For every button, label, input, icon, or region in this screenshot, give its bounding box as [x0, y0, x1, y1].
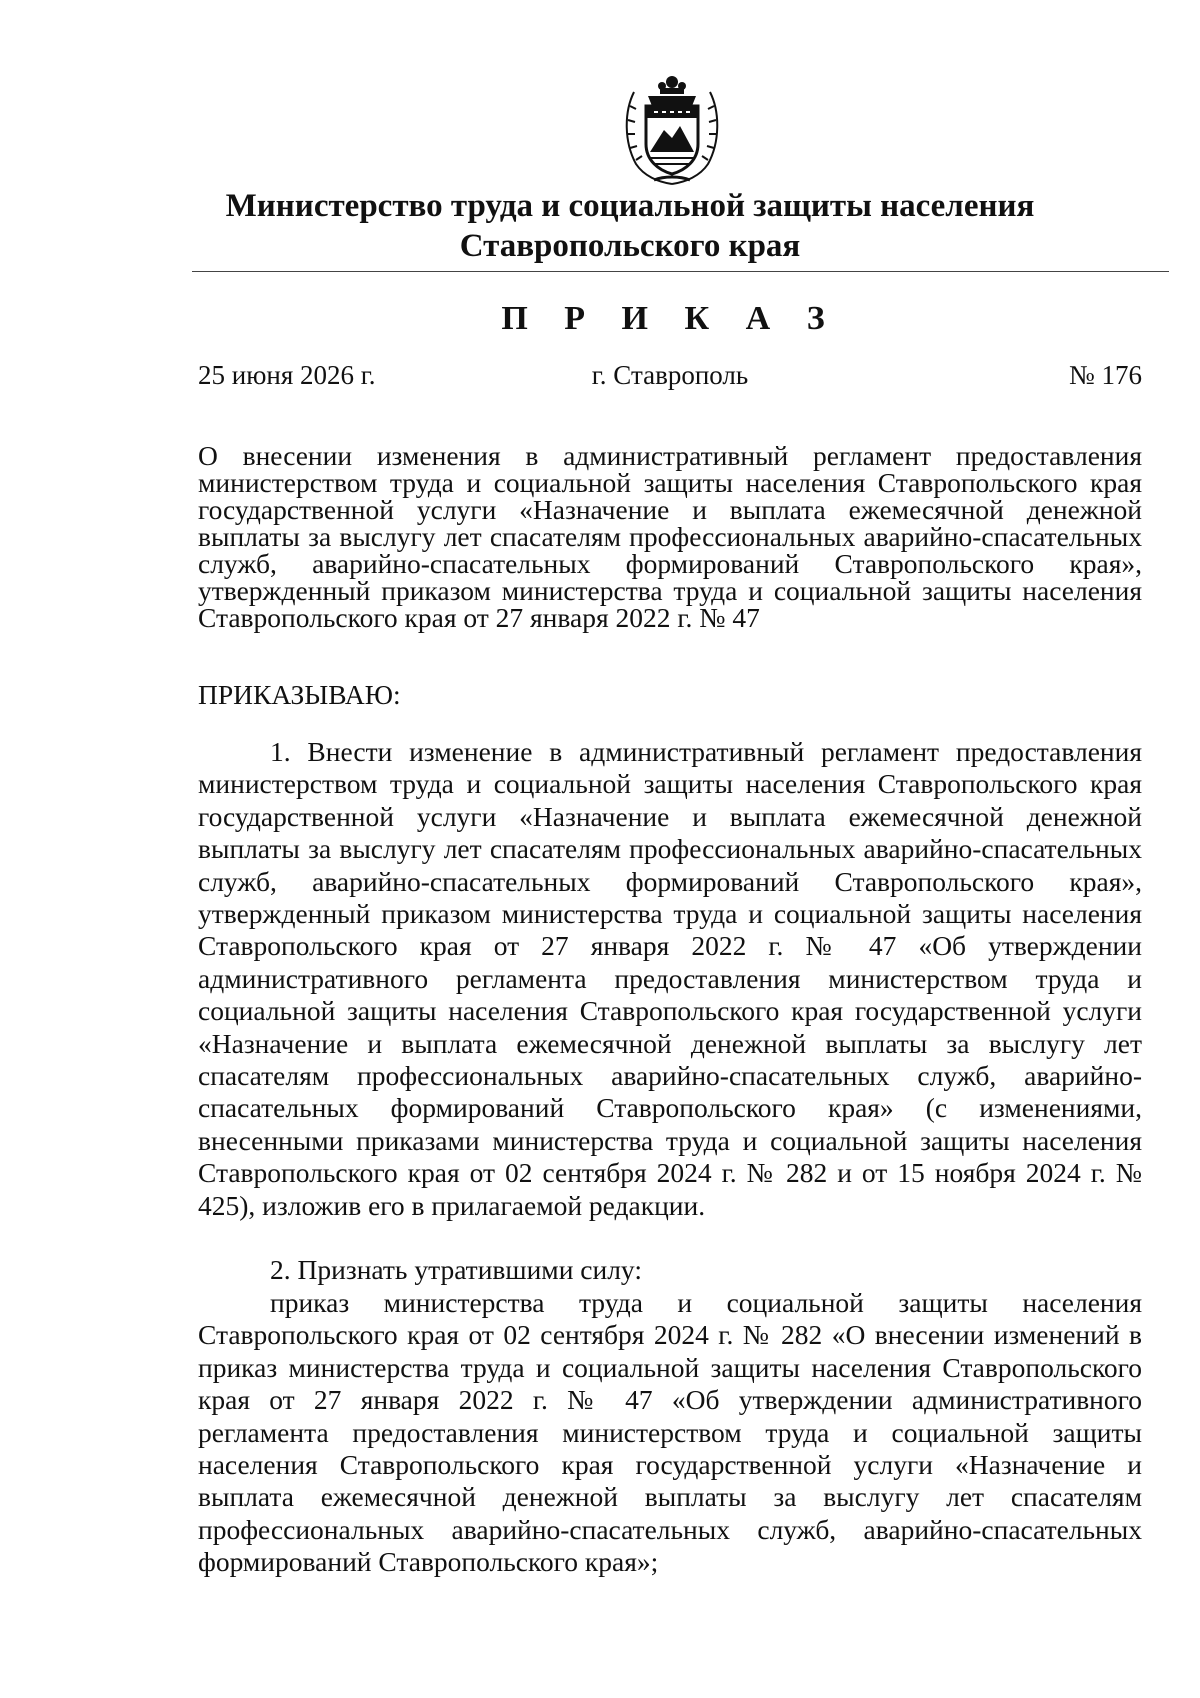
document-subject: О внесении изменения в административный регламент предоставления министерством труда и социальной защиты населения Ставропольского края государственной услуги «Назначение и выплата ежемесячной денежной выплаты за выслугу лет спасателям профессиональных аварийно-спасательных служб, аварийно-спасательных формирований Ставропольского края», утвержденный приказом министерства труда и социальной защиты населения Ставропольского края от 27 января 2022 г. № 47	[198, 440, 1142, 633]
document-type-heading: П Р И К А З	[501, 300, 839, 337]
document-date: 25 июня 2026 г.	[198, 360, 376, 390]
organization-title	[180, 186, 1080, 266]
order-keyword: ПРИКАЗЫВАЮ:	[198, 679, 401, 710]
paragraph-1: 1. Внести изменение в административный регламент предоставления министерством труда и социальной защиты населения Ставропольского края государственной услуги «Назначение и выплата ежемесячной денежной выплаты за выслугу лет спасателям профессиональных аварийно-спасательных служб, аварийно-спасательных формирований Ставропольского края», утвержденный приказом министерства труда и социальной защиты населения Ставропольского края от 27 января 2022 г. № 47 «Об утверждении административного регламента предоставления министерством труда и социальной защиты населения Ставропольского края государственной услуги «Назначение и выплата ежемесячной денежной выплаты за выслугу лет спасателям профессиональных аварийно-спасательных служб, аварийно-спасательных формирований Ставропольского края» (с изменениями, внесенными приказами министерства труда и социальной защиты населения Ставропольского края от 02 сентября 2024 г. № 282 и от 15 ноября 2024 г. № 425), изложив его в прилагаемой редакции.	[198, 736, 1142, 1221]
header-divider	[192, 271, 1169, 272]
document-number: № 176	[1068, 360, 1142, 390]
paragraph-2: 2. Признать утратившими силу:	[270, 1254, 642, 1285]
coat-of-arms-icon	[620, 72, 724, 188]
organization-title-line-1: Министерство труда и социальной защиты населения	[225, 188, 1035, 224]
document-city: г. Ставрополь	[591, 360, 749, 390]
organization-title-line-2: Ставропольского края	[459, 228, 801, 264]
paragraph-2-item: приказ министерства труда и социальной защиты населения Ставропольского края от 02 сентября 2024 г. № 282 «О внесении изменений в приказ министерства труда и социальной защиты населения Ставропольского края от 27 января 2022 г. № 47 «Об утверждении административного регламента предоставления министерством труда и социальной защиты населения Ставропольского края государственной услуги «Назначение и выплата ежемесячной денежной выплаты за выслугу лет спасателям профессиональных аварийно-спасательных служб, аварийно-спасательных формирований Ставропольского края»;	[198, 1287, 1142, 1578]
